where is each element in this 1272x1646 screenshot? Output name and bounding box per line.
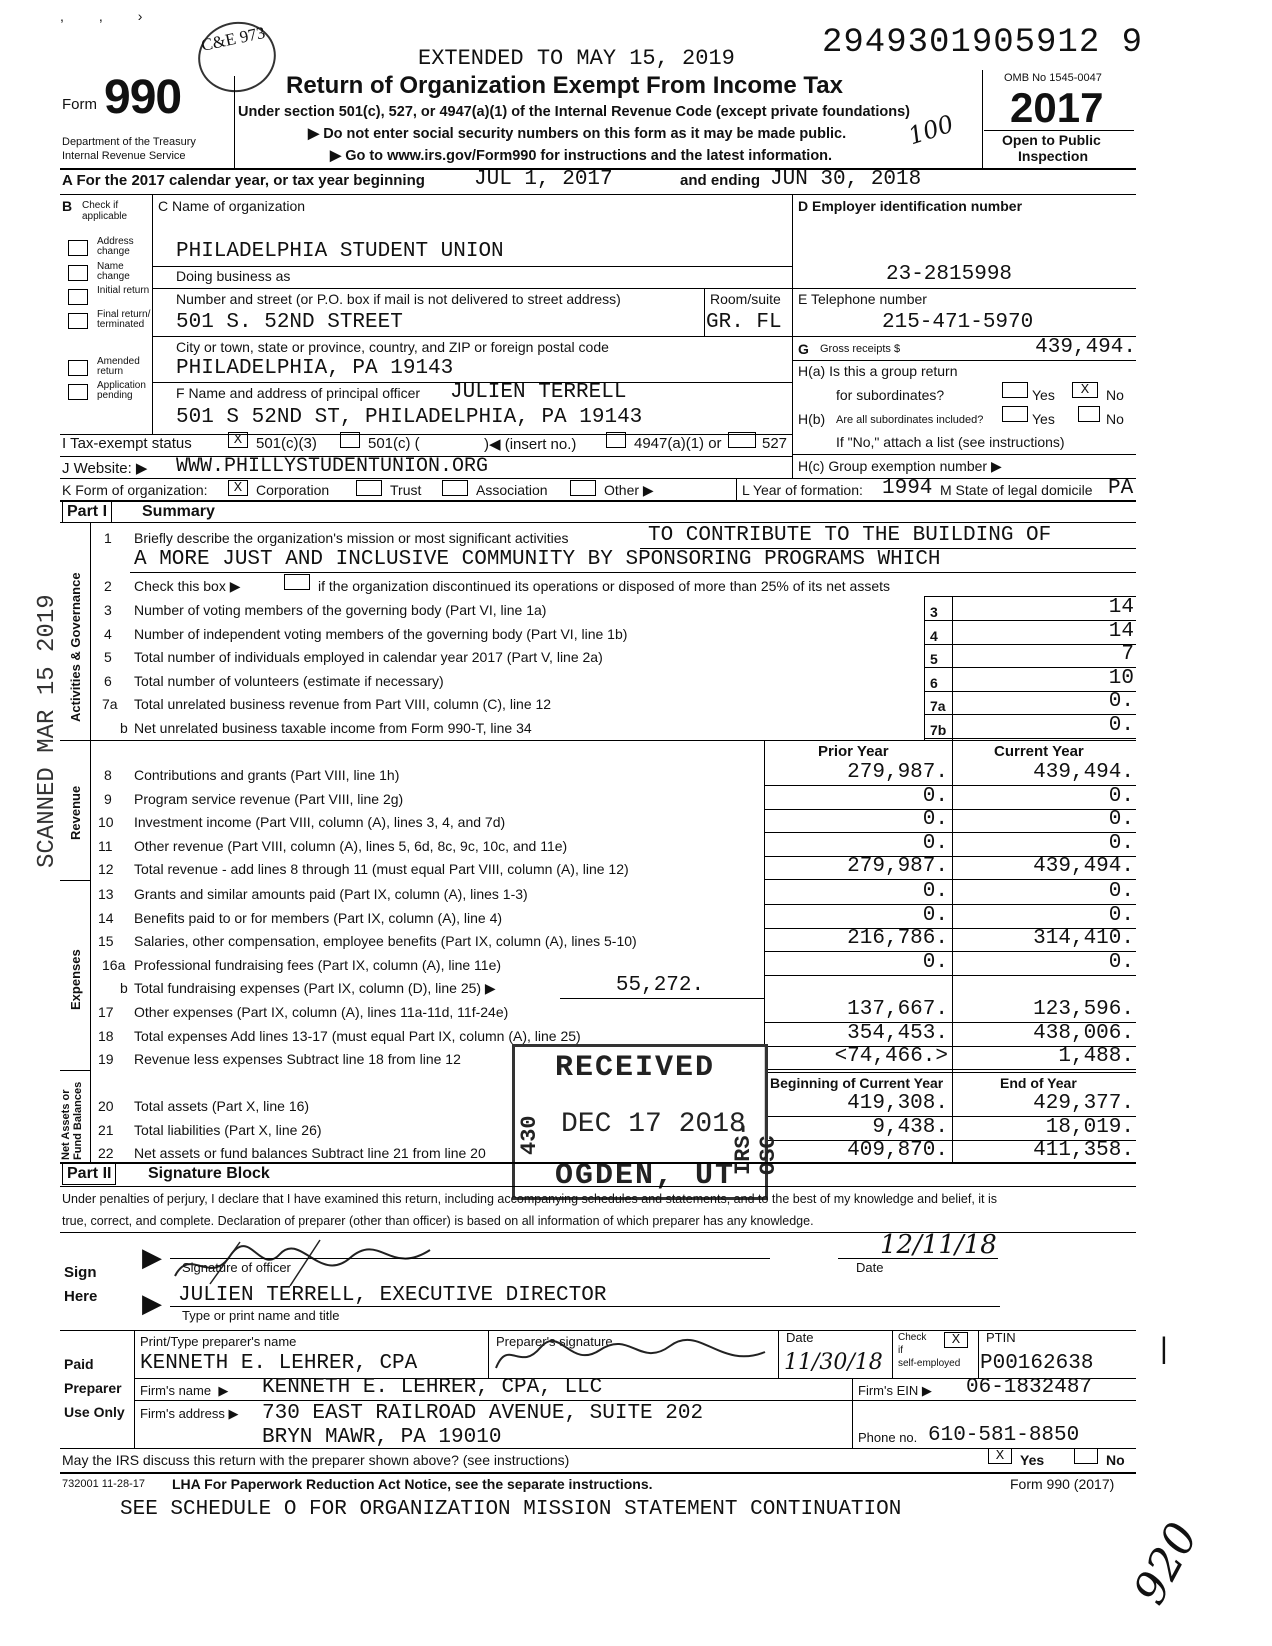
line-text: Total revenue - add lines 8 through 11 (must equal Part VIII, column (A), line 12) — [134, 861, 629, 878]
current-year-value: 0. — [1108, 831, 1134, 855]
prior-year-value: 0. — [922, 903, 948, 927]
opt-501c3: 501(c)(3) — [256, 435, 317, 452]
prior-year-value: 216,786. — [847, 927, 948, 951]
line-text: Benefits paid to or for members (Part IX, column (A), line 4) — [134, 909, 503, 926]
current-year-value: 0. — [1108, 903, 1134, 927]
label-name-change: Name change — [97, 261, 130, 282]
line-text: Program service revenue (Part VIII, line 2g) — [134, 790, 404, 807]
checkbox-hb-yes[interactable] — [1002, 406, 1028, 422]
checkbox-ha-no[interactable]: X — [1072, 382, 1098, 398]
line-text: Number of voting members of the governing body (Part VI, line 1a) — [134, 602, 547, 618]
form-subtitle: Under section 501(c), 527, or 4947(a)(1) of the Internal Revenue Code (except private foundations) — [238, 104, 910, 120]
checkbox-amended-return[interactable] — [68, 360, 88, 376]
irs-discuss-question: May the IRS discuss this return with the preparer shown above? (see instructions) — [62, 1452, 570, 1468]
firm-address-2: BRYN MAWR, PA 19010 — [262, 1426, 502, 1449]
line-num: b — [120, 720, 128, 736]
principal-officer-label: F Name and address of principal officer — [176, 385, 421, 401]
line-box-num: 6 — [930, 674, 938, 691]
checkbox-4947[interactable] — [606, 432, 626, 448]
line-text: Salaries, other compensation, employee benefits (Part IX, column (A), lines 5-10) — [134, 933, 637, 950]
line-text: Number of independent voting members of the governing body (Part VI, line 1b) — [134, 625, 628, 642]
line-num: 3 — [104, 602, 112, 618]
line-text: Net assets or fund balances Subtract line 21 from line 20 — [134, 1145, 486, 1162]
preparer-name-label: Print/Type preparer's name — [140, 1334, 297, 1349]
line-2-num: 2 — [104, 578, 112, 594]
margin-tick: | — [1160, 1332, 1168, 1365]
line-value: 14 — [1108, 596, 1134, 619]
line-box-num: 3 — [930, 604, 938, 620]
line-16b-text: Total fundraising expenses (Part IX, column (D), line 25) ▶ — [134, 980, 496, 996]
tax-year: 2017 — [1010, 84, 1104, 131]
part1-title: Summary — [142, 503, 215, 520]
checkbox-ha-yes[interactable] — [1002, 382, 1028, 398]
line-16b-value: 55,272. — [615, 974, 705, 997]
line-value: 0. — [1108, 690, 1134, 714]
city-label: City or town, state or province, country, and ZIP or foreign postal code — [176, 339, 609, 355]
check-if-label: if — [898, 1345, 903, 1356]
organization-name: PHILADELPHIA STUDENT UNION — [176, 240, 504, 263]
line-num: 21 — [98, 1121, 114, 1138]
col-prior-year: Prior Year — [818, 743, 889, 760]
row-rule — [924, 738, 1136, 739]
room-suite: GR. FL — [706, 311, 782, 334]
preparer-sig-label: Preparer's signature — [496, 1334, 613, 1349]
sign-arrow-1: ▶ — [142, 1242, 162, 1272]
line-text: Net unrelated business taxable income from Form 990-T, line 34 — [134, 720, 532, 736]
ending-label: and ending — [680, 172, 760, 189]
col-current-year: Current Year — [994, 743, 1084, 760]
use-only-label: Use Only — [64, 1404, 125, 1420]
current-year-value: 0. — [1108, 808, 1134, 832]
street-label: Number and street (or P.O. box if mail is not delivered to street address) — [176, 291, 621, 307]
line-num: 19 — [98, 1051, 114, 1068]
firm-name-label: Firm's name ▶ — [140, 1383, 229, 1398]
line-box-num: 7b — [930, 722, 947, 738]
received-side-left: 430 — [517, 1115, 542, 1155]
line-num: 9 — [104, 790, 112, 807]
received-text: RECEIVED — [555, 1051, 716, 1085]
name-of-org-label: C Name of organization — [158, 198, 306, 214]
side-label-expenses: Expenses — [68, 949, 83, 1010]
label-amended-return: Amended return — [97, 356, 140, 377]
line-num: 20 — [98, 1098, 114, 1114]
form-word: Form — [62, 96, 97, 113]
preparer-date-label: Date — [786, 1330, 814, 1345]
line-2-text-a: Check this box ▶ — [134, 578, 241, 594]
checkbox-association[interactable] — [442, 480, 468, 496]
line-box-num: 4 — [930, 627, 938, 644]
line-value: 10 — [1108, 666, 1134, 690]
checkbox-discuss-no[interactable] — [1074, 1448, 1098, 1464]
section-b-label: B — [62, 198, 73, 214]
gross-receipts-g: G — [798, 341, 809, 357]
line-num: 5 — [104, 649, 112, 666]
row-rule — [764, 1069, 1136, 1070]
current-year-value: 439,494. — [1033, 855, 1134, 879]
prior-year-value: <74,466.> — [834, 1045, 948, 1069]
mission-line-a: TO CONTRIBUTE TO THE BUILDING OF — [648, 524, 1052, 547]
line-text: Other revenue (Part VIII, column (A), lines 5, 6d, 8c, 9c, 10c, and 11e) — [134, 837, 568, 854]
ce-stamp — [192, 15, 283, 100]
omb-number: OMB No 1545-0047 — [1004, 72, 1102, 84]
ce-stamp-text: C&E 973 — [199, 22, 267, 55]
prior-year-value: 279,987. — [847, 761, 948, 784]
line-text: Total expenses Add lines 13-17 (must equal Part IX, column (A), line 25) — [134, 1027, 581, 1044]
domicile-state: PA — [1108, 477, 1134, 500]
scanned-stamp: SCANNED MAR 15 2019 — [34, 594, 61, 868]
line-text: Contributions and grants (Part VIII, line 1h) — [134, 767, 400, 783]
col-beginning-year: Beginning of Current Year — [770, 1075, 944, 1091]
self-employed-label: self-employed — [898, 1358, 961, 1369]
ein-label: D Employer identification number — [798, 198, 1023, 214]
gross-receipts-value: 439,494. — [1035, 336, 1136, 359]
prior-year-value: 9,438. — [872, 1115, 948, 1139]
subordinates-label: for subordinates? — [836, 387, 945, 403]
prior-year-value: 419,308. — [847, 1092, 948, 1115]
current-year-value: 429,377. — [1033, 1092, 1134, 1115]
line-num: 6 — [104, 672, 112, 689]
label-address-change: Address change — [97, 236, 134, 257]
schedule-o-note: SEE SCHEDULE O FOR ORGANIZATION MISSION STATEMENT CONTINUATION — [120, 1498, 902, 1521]
open-public: Open to Public — [1002, 132, 1101, 148]
current-year-value: 0. — [1108, 880, 1134, 903]
checkbox-trust[interactable] — [356, 480, 382, 496]
line-text: Total number of volunteers (estimate if necessary) — [134, 672, 444, 689]
paid-label: Paid — [64, 1356, 94, 1372]
telephone-value: 215-471-5970 — [882, 311, 1034, 334]
firm-address-1: 730 EAST RAILROAD AVENUE, SUITE 202 — [262, 1402, 704, 1425]
website-label: J Website: ▶ — [62, 460, 148, 477]
edge-marks: , , › — [60, 8, 143, 24]
firm-ein: 06-1832487 — [966, 1376, 1093, 1399]
line-num: 13 — [98, 886, 114, 902]
side-label-revenue: Revenue — [68, 785, 83, 840]
current-year-value: 438,006. — [1033, 1021, 1134, 1045]
preparer-date: 11/30/18 — [784, 1350, 883, 1375]
received-stamp — [512, 1044, 781, 1200]
part1-label: Part I — [62, 501, 112, 523]
check-label: Check — [898, 1332, 927, 1343]
group-exemption-label: H(c) Group exemption number ▶ — [798, 458, 1002, 474]
lha-notice: LHA For Paperwork Reduction Act Notice, see the separate instructions. — [172, 1476, 653, 1492]
prior-year-value: 409,870. — [847, 1139, 948, 1163]
current-year-value: 0. — [1108, 950, 1134, 974]
sign-date-label: Date — [856, 1260, 884, 1275]
room-label: Room/suite — [710, 291, 781, 307]
line-2-text-b: if the organization discontinued its operations or disposed of more than 25% of its net assets — [318, 578, 891, 594]
checkbox-application-pending[interactable] — [68, 384, 88, 400]
received-side-right: IRS-OSC — [731, 1122, 781, 1175]
opt-corporation: Corporation — [256, 482, 330, 498]
prior-year-value: 354,453. — [847, 1021, 948, 1045]
prior-year-value: 0. — [922, 808, 948, 832]
label-application-pending: Application pending — [97, 380, 146, 401]
ha-no-label: No — [1106, 387, 1124, 403]
checkbox-corporation[interactable]: X — [228, 480, 248, 496]
opt-4947: 4947(a)(1) or — [634, 435, 722, 452]
preparer-name: KENNETH E. LEHRER, CPA — [140, 1352, 418, 1375]
prior-year-value: 0. — [922, 880, 948, 903]
line-a-label: A For the 2017 calendar year, or tax year beginning — [62, 172, 425, 189]
extension-note: EXTENDED TO MAY 15, 2019 — [418, 46, 735, 71]
penalty-text-2: true, correct, and complete. Declaration of preparer (other than officer) is based on all information of which preparer has any knowledge. — [62, 1214, 814, 1228]
discuss-yes-label: Yes — [1020, 1452, 1045, 1468]
line-num: 22 — [98, 1145, 114, 1162]
corner-handwriting: 920 — [1123, 1514, 1209, 1613]
line-text: Total assets (Part X, line 16) — [134, 1098, 310, 1114]
penalty-text-1: Under penalties of perjury, I declare that I have examined this return, including accompanying schedules and statements, and to the best of my knowledge and belief, it is — [62, 1192, 998, 1206]
line-text: Grants and similar amounts paid (Part IX, column (A), lines 1-3) — [134, 886, 528, 902]
form-code: 732001 11-28-17 — [62, 1478, 145, 1490]
line-num: 12 — [98, 861, 114, 878]
label-final-return: Final return/ terminated — [97, 309, 151, 330]
received-location: OGDEN, UT — [555, 1159, 736, 1193]
line-num: 11 — [98, 837, 113, 854]
document-locator-number: 2949301905912 9 — [822, 24, 1144, 62]
line-num: 4 — [104, 625, 112, 642]
checkbox-501c[interactable] — [340, 432, 360, 448]
current-year-value: 123,596. — [1033, 998, 1134, 1021]
current-year-value: 0. — [1108, 784, 1134, 808]
preparer-label: Preparer — [64, 1380, 122, 1396]
year-formation-label: L Year of formation: — [742, 482, 863, 498]
irs-name: Internal Revenue Service — [62, 150, 186, 162]
tax-year-begin: JUL 1, 2017 — [474, 168, 613, 191]
checkbox-discontinued[interactable] — [284, 574, 310, 590]
current-year-value: 314,410. — [1033, 927, 1134, 951]
row-rule — [764, 975, 1136, 976]
type-name-label: Type or print name and title — [182, 1308, 340, 1323]
firm-phone-label: Phone no. — [858, 1430, 918, 1445]
checkbox-501c3[interactable]: X — [228, 432, 248, 448]
line-text: Investment income (Part VIII, column (A), lines 3, 4, and 7d) — [134, 814, 506, 831]
side-label-governance: Activities & Governance — [68, 572, 83, 722]
line-text: Total number of individuals employed in calendar year 2017 (Part V, line 2a) — [134, 649, 603, 666]
firm-name: KENNETH E. LEHRER, CPA, LLC — [262, 1376, 603, 1399]
tax-year-end: JUN 30, 2018 — [770, 168, 922, 191]
line-text: Professional fundraising fees (Part IX, column (A), line 11e) — [134, 956, 502, 973]
checkbox-address-change[interactable] — [68, 240, 88, 256]
street-address: 501 S. 52ND STREET — [176, 311, 403, 334]
city-state-zip: PHILADELPHIA, PA 19143 — [176, 357, 454, 380]
part2-label: Part II — [62, 1163, 116, 1185]
gross-receipts-label: Gross receipts $ — [820, 343, 901, 355]
checkbox-self-employed[interactable]: X — [944, 1332, 968, 1348]
officer-name-title: JULIEN TERRELL, EXECUTIVE DIRECTOR — [178, 1284, 607, 1307]
hb-label: H(b) — [798, 411, 826, 427]
line-num: 7a — [102, 696, 118, 713]
hb-no-label: No — [1106, 411, 1124, 427]
dept-treasury: Department of the Treasury — [62, 136, 196, 148]
hb-note: If "No," attach a list (see instructions) — [836, 434, 1065, 450]
col-end-year: End of Year — [1000, 1075, 1077, 1091]
current-year-value: 439,494. — [1033, 761, 1134, 784]
line-num: 15 — [98, 933, 114, 950]
prior-year-value: 137,667. — [847, 998, 948, 1021]
form-reference: Form 990 (2017) — [1010, 1476, 1115, 1492]
prior-year-value: 0. — [922, 784, 948, 808]
group-return-label: H(a) Is this a group return — [798, 363, 958, 379]
prior-year-value: 0. — [922, 950, 948, 974]
line-num: 14 — [98, 909, 114, 926]
here-label: Here — [64, 1288, 98, 1305]
checkbox-hb-no[interactable] — [1078, 406, 1100, 422]
hb-text: Are all subordinates included? — [836, 414, 984, 426]
firm-phone: 610-581-8850 — [928, 1424, 1080, 1447]
checkbox-527[interactable] — [728, 432, 756, 448]
checkbox-name-change[interactable] — [68, 265, 88, 281]
line-1-text: Briefly describe the organization's mission or most significant activities — [134, 530, 569, 546]
line-num: 8 — [104, 767, 112, 783]
line-text: Total unrelated business revenue from Part VIII, column (C), line 12 — [134, 696, 552, 713]
year-formation: 1994 — [882, 477, 933, 500]
checkbox-discuss-yes[interactable]: X — [988, 1448, 1012, 1464]
checkbox-final-return[interactable] — [68, 313, 88, 329]
form-title: Return of Organization Exempt From Income Tax — [286, 72, 843, 99]
part2-title: Signature Block — [148, 1165, 270, 1182]
opt-trust: Trust — [390, 482, 422, 498]
received-date: DEC 17 2018 — [561, 1109, 746, 1140]
principal-officer-address: 501 S 52ND ST, PHILADELPHIA, PA 19143 — [176, 406, 643, 429]
sign-date: 12/11/18 — [880, 1230, 997, 1260]
current-year-value: 18,019. — [1045, 1115, 1134, 1139]
checkbox-initial-return[interactable] — [68, 289, 88, 305]
label-initial-return: Initial return — [97, 285, 150, 296]
telephone-label: E Telephone number — [798, 291, 927, 307]
side-label-net-assets: Net Assets or Fund Balances — [60, 1081, 84, 1160]
no-ssn-warning: ▶ Do not enter social security numbers on this form as it may be made public. — [308, 126, 847, 142]
line-value: 0. — [1108, 714, 1134, 737]
inspection: Inspection — [1018, 148, 1089, 164]
line-text: Revenue less expenses Subtract line 18 from line 12 — [134, 1051, 461, 1068]
line-text: Total liabilities (Part X, line 26) — [134, 1121, 322, 1138]
check-if-applicable: Check if applicable — [82, 200, 128, 222]
ha-yes-label: Yes — [1032, 387, 1055, 403]
line-num: 10 — [98, 814, 114, 831]
domicile-label: M State of legal domicile — [940, 482, 1093, 498]
website-value: WWW.PHILLYSTUDENTUNION.ORG — [176, 455, 489, 478]
sign-arrow-2: ▶ — [142, 1288, 162, 1318]
goto-instructions: ▶ Go to www.irs.gov/Form990 for instructions and the latest information. — [330, 148, 833, 164]
form-number: 990 — [104, 71, 182, 124]
discuss-no-label: No — [1106, 1452, 1125, 1468]
hb-yes-label: Yes — [1032, 411, 1055, 427]
dba-label: Doing business as — [176, 268, 291, 284]
prior-year-value: 0. — [922, 831, 948, 855]
opt-association: Association — [476, 482, 548, 498]
preparer-signature — [490, 1334, 775, 1376]
principal-officer-name: JULIEN TERRELL — [450, 381, 627, 404]
line-value: 14 — [1108, 619, 1134, 643]
form-of-org-label: K Form of organization: — [62, 482, 208, 498]
tax-exempt-label: I Tax-exempt status — [62, 435, 192, 452]
checkbox-other[interactable] — [570, 480, 596, 496]
line-value: 7 — [1121, 643, 1134, 667]
ptin-label: PTIN — [986, 1330, 1016, 1345]
line-16b-num: b — [120, 980, 128, 996]
preparer-ptin: P00162638 — [980, 1352, 1094, 1375]
opt-501c: 501(c) ( — [368, 435, 420, 452]
opt-527: 527 — [762, 435, 788, 452]
current-year-value: 411,358. — [1033, 1139, 1134, 1163]
line-box-num: 7a — [930, 698, 946, 715]
line-1-num: 1 — [104, 530, 112, 546]
ein-value: 23-2815998 — [886, 263, 1013, 286]
opt-other: Other ▶ — [604, 482, 654, 498]
line-text: Other expenses (Part IX, column (A), lines 11a-11d, 11f-24e) — [134, 1004, 509, 1020]
current-year-value: 1,488. — [1058, 1045, 1134, 1069]
firm-address-label: Firm's address ▶ — [140, 1406, 239, 1421]
mission-line-b: A MORE JUST AND INCLUSIVE COMMUNITY BY SPONSORING PROGRAMS WHICH — [134, 548, 941, 571]
line-num: 17 — [98, 1004, 114, 1020]
line-num: 16a — [102, 956, 126, 973]
signature-officer-label: Signature of officer — [182, 1260, 291, 1275]
opt-insert-no: )◀ (insert no.) — [484, 436, 577, 453]
line-num: 18 — [98, 1027, 114, 1044]
firm-ein-label: Firm's EIN ▶ — [858, 1383, 932, 1398]
prior-year-value: 279,987. — [847, 855, 948, 879]
sign-label: Sign — [64, 1264, 97, 1281]
line-box-num: 5 — [930, 651, 938, 668]
handwritten-100: 100 — [904, 109, 958, 151]
